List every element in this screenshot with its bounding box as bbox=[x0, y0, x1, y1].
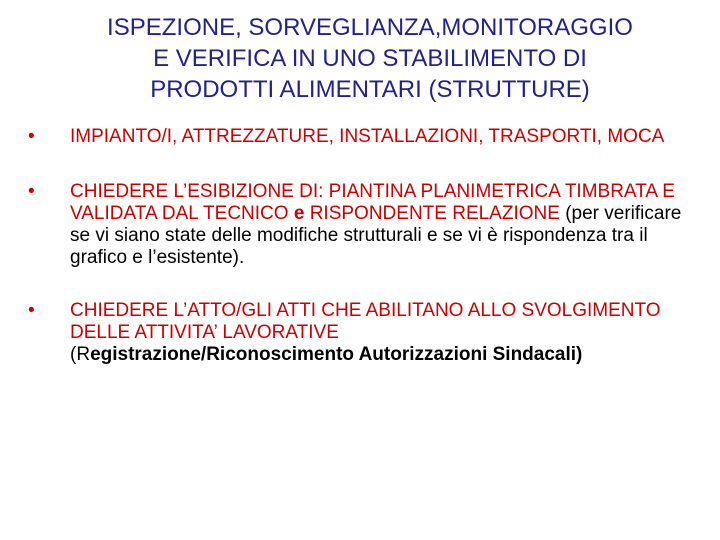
bullet-list bbox=[28, 126, 688, 366]
bullet-text-paren: (R bbox=[70, 344, 91, 365]
bullet-text-conjunction: e bbox=[293, 203, 305, 224]
bullet-text-red: CHIEDERE L’ATTO/GLI ATTI CHE ABILITANO ALLO SVOLGIMENTO DELLE ATTIVITA’ LAVORATIVE bbox=[70, 300, 661, 343]
page-title bbox=[20, 12, 720, 105]
bullet-item-authorizations bbox=[28, 300, 688, 366]
bullet-dot: • bbox=[28, 126, 35, 147]
bullet-item-equipment bbox=[28, 126, 688, 148]
bullet-dot: • bbox=[28, 300, 35, 321]
bullet-text-bold: egistrazione/Riconoscimento Autorizzazioni Sindacali) bbox=[90, 344, 583, 365]
title-line-3: PRODOTTI ALIMENTARI (STRUTTURE) bbox=[150, 76, 590, 103]
bullet-text-note: (per verificare se vi siano state delle modifiche strutturali e se vi è rispondenza tra il grafico e l’esistente). bbox=[70, 203, 682, 268]
bullet-dot: • bbox=[28, 181, 35, 202]
title-line-1: ISPEZIONE, SORVEGLIANZA,MONITORAGGIO bbox=[107, 14, 633, 41]
bullet-text: IMPIANTO/I, ATTREZZATURE, INSTALLAZIONI, TRASPORTI, MOCA bbox=[70, 126, 665, 147]
title-line-2: E VERIFICA IN UNO STABILIMENTO DI bbox=[153, 45, 587, 72]
bullet-text-red-2: RISPONDENTE RELAZIONE bbox=[309, 203, 560, 224]
bullet-text-red: CHIEDERE L’ESIBIZIONE DI: PIANTINA PLANIMETRICA TIMBRATA E VALIDATA DAL TECNICO bbox=[70, 181, 675, 224]
bullet-item-floor-plan bbox=[28, 181, 688, 269]
